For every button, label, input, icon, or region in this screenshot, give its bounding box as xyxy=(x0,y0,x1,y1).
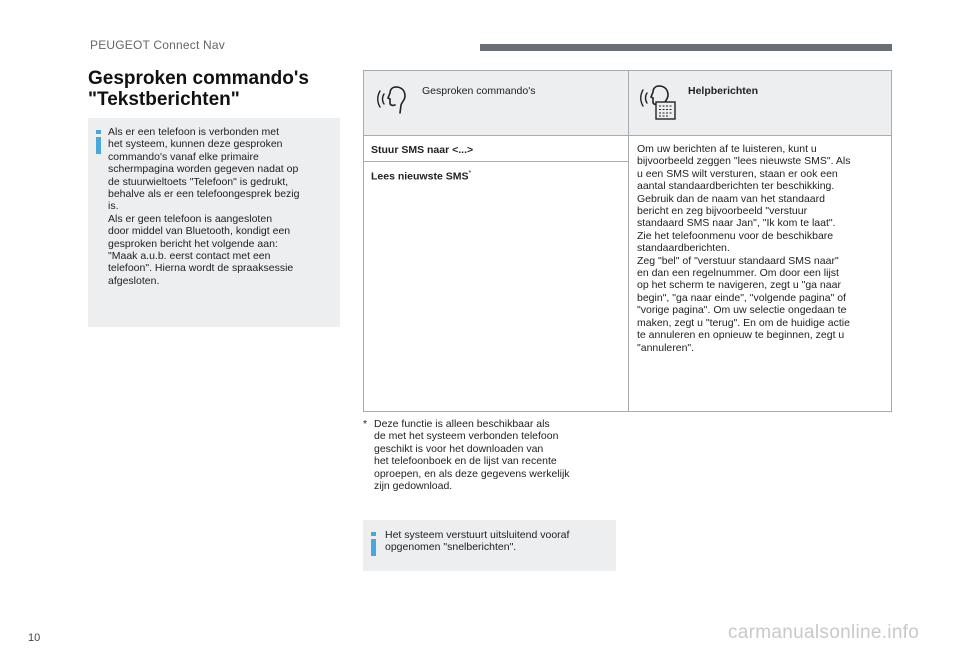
voice-command-table xyxy=(363,70,892,412)
command-send-sms xyxy=(371,144,473,156)
column-header-left: Gesproken commando's xyxy=(422,85,536,97)
voice-command-icon xyxy=(374,81,410,117)
header-bar xyxy=(480,44,892,51)
info-icon xyxy=(370,532,378,556)
table-divider-header xyxy=(364,135,891,136)
command-label: Lees nieuwste SMS xyxy=(371,170,469,183)
info-box-quick-messages xyxy=(363,520,616,571)
command-label: Stuur SMS naar <...> xyxy=(371,144,474,156)
watermark: carmanualsonline.info xyxy=(728,622,920,643)
column-header-right: Helpberichten xyxy=(688,85,759,97)
info-box-phone-connection xyxy=(88,118,340,327)
page-number: 10 xyxy=(28,632,41,644)
help-message-text: Om uw berichten af te luisteren, kunt u bijvoorbeeld zeggen "lees nieuwste SMS". Als u een SMS wilt versturen, staan er ook een aantal standaardberichten ter beschikking. Gebruik dan de naam van het standaard bericht en zeg bijvoorbeeld "verstuur standaard SMS naar Jan", "Ik kom te laat". Zie het telefoonmenu voor de beschikbare standaardberichten. Zeg "bel" of "verstuur standaard SMS naar" en dan een regelnummer. Om door een lijst op het scherm te navigeren, zegt u "ga naar begin", "ga naar einde", "volgende pagina" of "vorige pagina". Om uw selectie ongedaan te maken, zegt u "terug". En om de huidige actie te annuleren en opnieuw te beginnen, zegt u "annuleren". xyxy=(637,143,851,354)
table-divider-row xyxy=(364,161,628,162)
info-text: Als er een telefoon is verbonden met het systeem, kunnen deze gesproken commando's vanaf elke primaire schermpagina worden gegeven nadat op de stuurwieltoets "Telefoon" is gedrukt, behalve als er een telefoongesprek bezig is. Als er geen telefoon is aangesloten door middel van Bluetooth, kondigt een gesproken bericht het volgende aan: "Maak a.u.b. eerst contact met een telefoon". Hierna wordt de spraaksessie afgesloten. xyxy=(108,126,300,287)
info-icon xyxy=(95,130,103,154)
table-divider-vertical xyxy=(628,71,629,411)
table-header-help-messages xyxy=(629,71,891,135)
footnote-text: Deze functie is alleen beschikbaar als de met het systeem verbonden telefoon geschikt is voor het downloaden van het telefoonboek en de lijst van recente oproepen, en als deze gegevens werkelijk zijn gedownload. xyxy=(374,418,570,493)
help-messages-icon xyxy=(639,81,677,121)
footnote-mark: * xyxy=(468,170,472,177)
table-header-voice-commands xyxy=(364,71,628,135)
command-read-latest-sms xyxy=(371,170,471,183)
header-label: PEUGEOT Connect Nav xyxy=(90,38,225,52)
page-title: Gesproken commando's "Tekstberichten" xyxy=(88,68,309,110)
footnote-asterisk: * xyxy=(363,418,368,430)
info-text: Het systeem verstuurt uitsluitend vooraf opgenomen "snelberichten". xyxy=(385,529,570,554)
